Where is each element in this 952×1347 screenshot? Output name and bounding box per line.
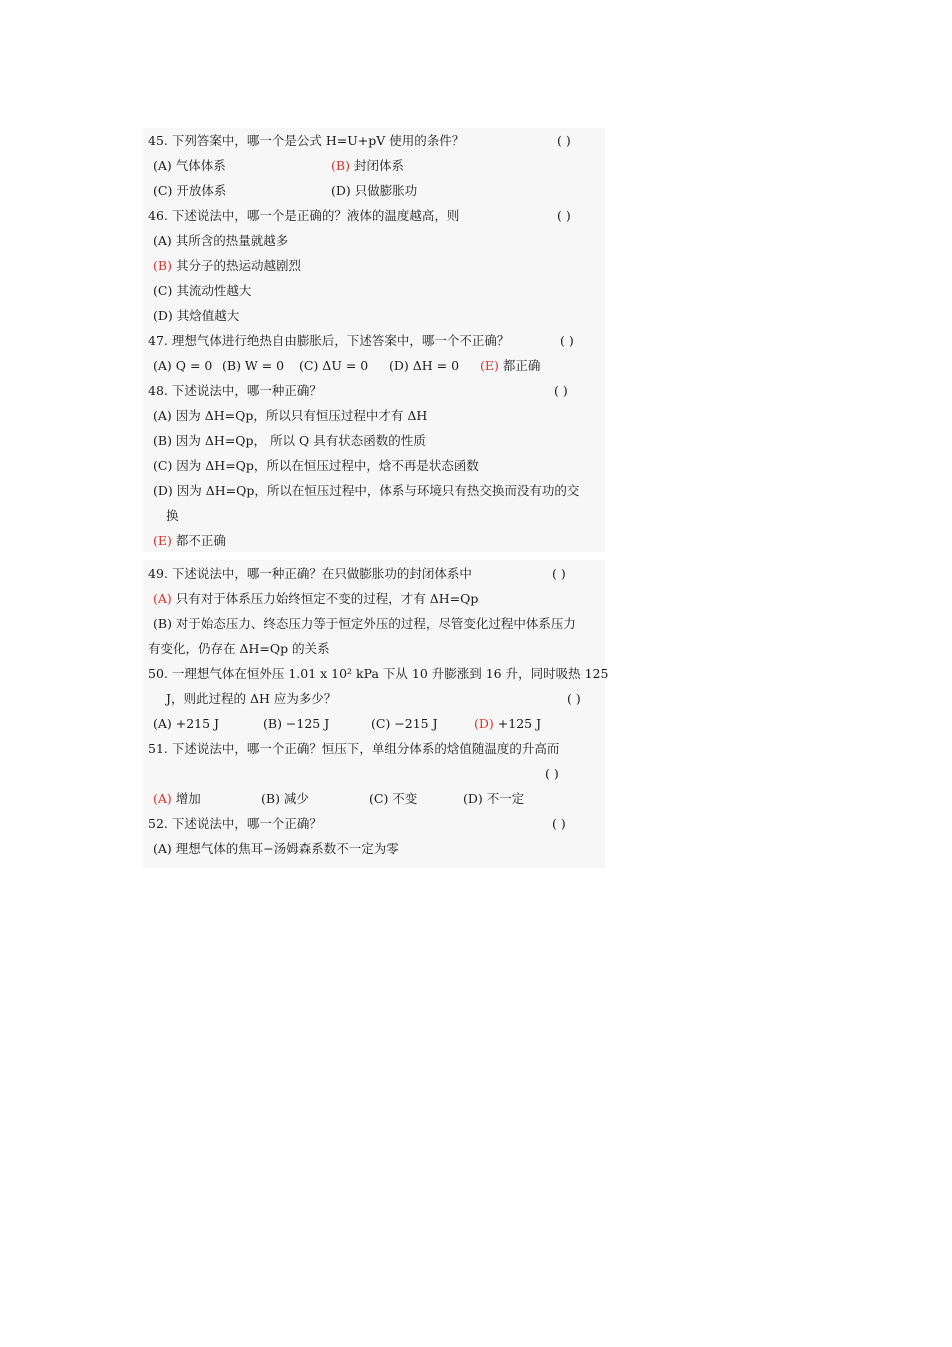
q45-option-a: (A) 气体体系	[153, 158, 226, 173]
q45-option-c: (C) 开放体系	[153, 183, 227, 198]
question-48-stem: 48. 下述说法中，哪一种正确？	[148, 383, 322, 398]
q50-option-c: (C) −215 J	[371, 716, 438, 731]
q48-option-a: (A) 因为 ΔH=Qp，所以只有恒压过程中才有 ΔH	[153, 408, 428, 423]
q48-option-d: (D) 因为 ΔH=Qp，所以在恒压过程中，体系与环境只有热交换而没有功的交	[153, 483, 580, 498]
q52-option-a: (A) 理想气体的焦耳−汤姆森系数不一定为零	[153, 841, 399, 856]
correct-answer-label: (D)	[474, 716, 494, 731]
q48-option-c: (C) 因为 ΔH=Qp，所以在恒压过程中，焓不再是状态函数	[153, 458, 479, 473]
question-45-stem: 45. 下列答案中，哪一个是公式 H=U+pV 使用的条件？	[148, 133, 465, 148]
question-51-stem: 51. 下述说法中，哪一个正确？恒压下，单组分体系的焓值随温度的升高而	[148, 741, 560, 756]
correct-answer-label: (B)	[153, 258, 172, 273]
q50-option-b: (B) −125 J	[263, 716, 330, 731]
q47-option-a: (A) Q = 0	[153, 358, 213, 373]
q49-option-a: (A) 只有对于体系压力始终恒定不变的过程，才有 ΔH=Qp	[153, 591, 479, 606]
q48-option-e: (E) 都不正确	[153, 533, 226, 548]
correct-answer-label: (E)	[480, 358, 499, 373]
answer-blank-45[interactable]: ( )	[557, 133, 571, 148]
q47-option-d: (D) ΔH = 0	[389, 358, 460, 373]
answer-blank-46[interactable]: ( )	[557, 208, 571, 223]
q51-option-d: (D) 不一定	[463, 791, 525, 806]
question-49-stem: 49. 下述说法中，哪一种正确？在只做膨胀功的封闭体系中	[148, 566, 472, 581]
q47-option-b: (B) W = 0	[222, 358, 285, 373]
q51-option-c: (C) 不变	[369, 791, 418, 806]
correct-answer-label: (E)	[153, 533, 172, 548]
q47-option-e: (E) 都正确	[480, 358, 541, 373]
question-50-stem-continued: J，则此过程的 ΔH 应为多少？	[166, 691, 337, 706]
q45-option-b: (B) 封闭体系	[331, 158, 404, 173]
answer-blank-48[interactable]: ( )	[554, 383, 568, 398]
correct-answer-label: (B)	[331, 158, 350, 173]
q49-option-b-continued: 有变化，仍存在 ΔH=Qp 的关系	[148, 641, 330, 656]
q47-option-c: (C) ΔU = 0	[299, 358, 369, 373]
q48-option-b: (B) 因为 ΔH=Qp， 所以 Q 具有状态函数的性质	[153, 433, 426, 448]
q48-option-d-continued: 换	[166, 508, 179, 523]
answer-blank-49[interactable]: ( )	[552, 566, 566, 581]
answer-blank-47[interactable]: ( )	[560, 333, 574, 348]
question-52-stem: 52. 下述说法中，哪一个正确？	[148, 816, 322, 831]
answer-blank-52[interactable]: ( )	[552, 816, 566, 831]
answer-blank-51[interactable]: ( )	[545, 766, 559, 781]
q51-option-a: (A) 增加	[153, 791, 201, 806]
q46-option-d: (D) 其焓值越大	[153, 308, 240, 323]
q50-option-a: (A) +215 J	[153, 716, 220, 731]
q46-option-c: (C) 其流动性越大	[153, 283, 252, 298]
correct-answer-label: (A)	[153, 591, 172, 606]
question-50-stem: 50. 一理想气体在恒外压 1.01 x 10² kPa 下从 10 升膨涨到 16 升，同时吸热 125	[148, 666, 609, 681]
q51-option-b: (B) 减少	[261, 791, 309, 806]
q50-option-d: (D) +125 J	[474, 716, 542, 731]
answer-blank-50[interactable]: ( )	[567, 691, 581, 706]
q46-option-b: (B) 其分子的热运动越剧烈	[153, 258, 301, 273]
q45-option-d: (D) 只做膨胀功	[331, 183, 418, 198]
q49-option-b: (B) 对于始态压力、终态压力等于恒定外压的过程，尽管变化过程中体系压力	[153, 616, 576, 631]
q46-option-a: (A) 其所含的热量就越多	[153, 233, 289, 248]
question-47-stem: 47. 理想气体进行绝热自由膨胀后，下述答案中，哪一个不正确？	[148, 333, 510, 348]
question-46-stem: 46. 下述说法中，哪一个是正确的？液体的温度越高，则	[148, 208, 460, 223]
correct-answer-label: (A)	[153, 791, 172, 806]
